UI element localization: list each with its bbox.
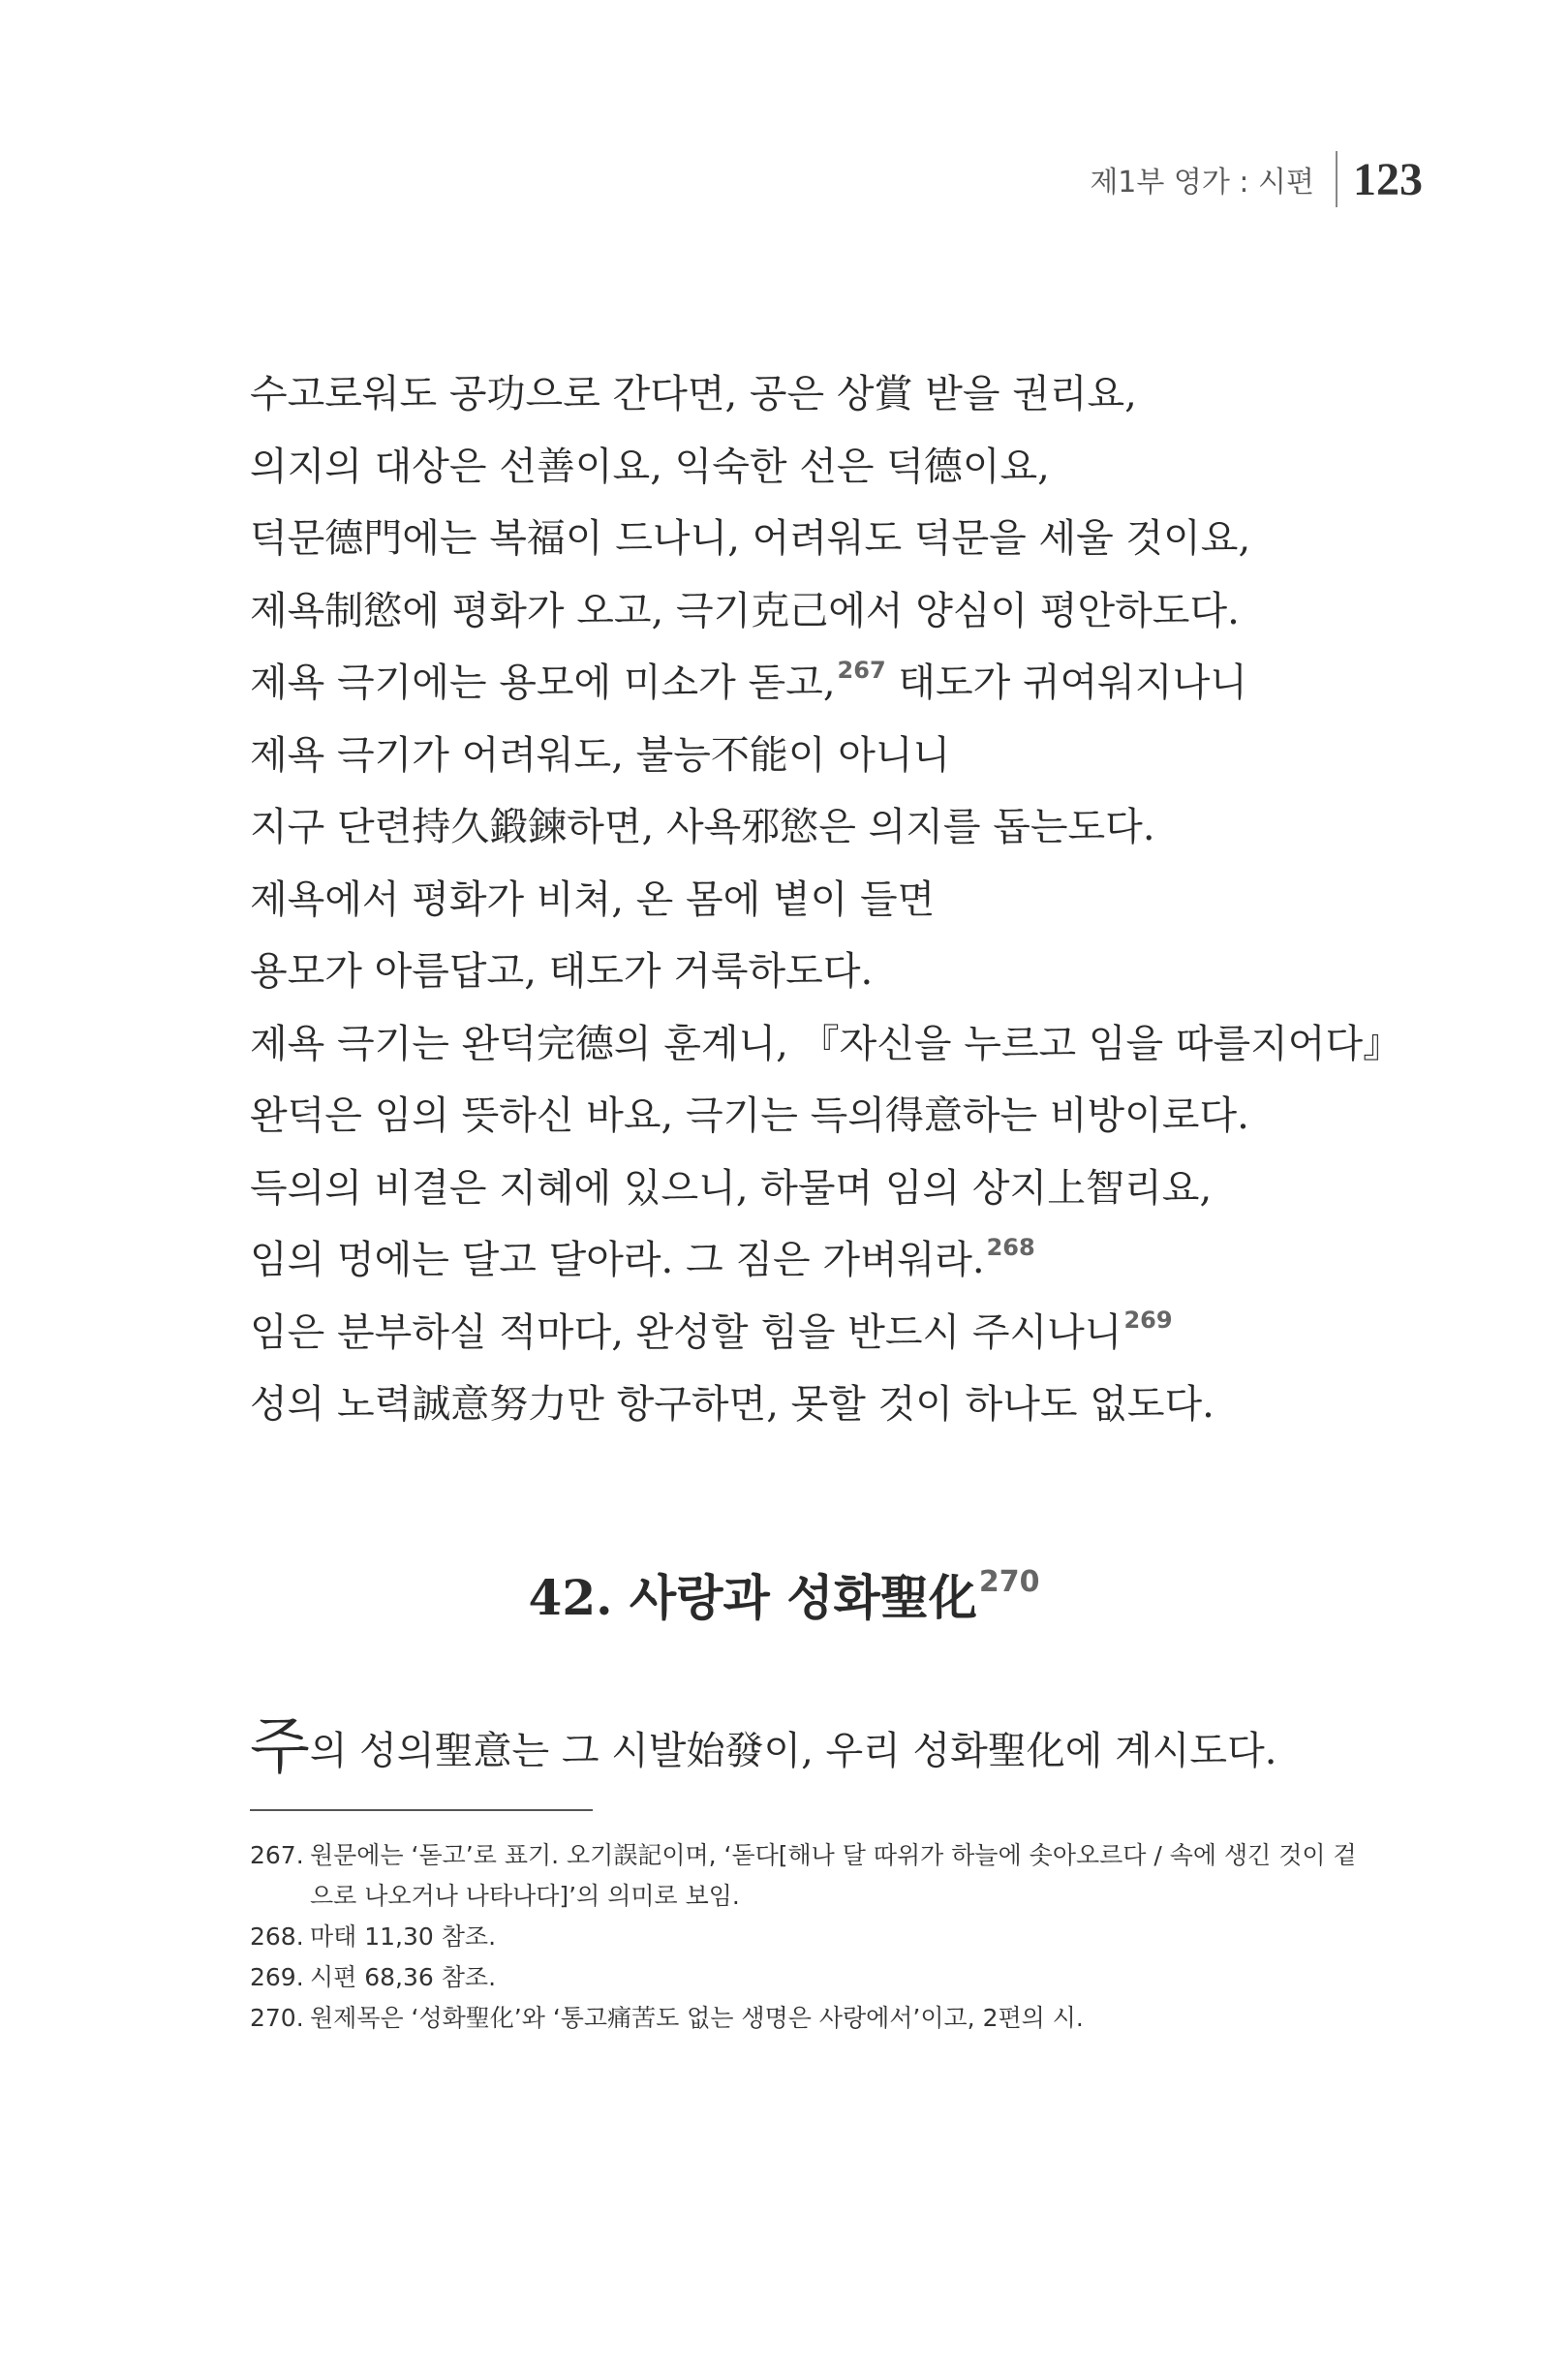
footnote-number: 270. xyxy=(250,2004,304,2032)
footnote-ref-270: 270 xyxy=(978,1565,1040,1599)
footnote-number: 269. xyxy=(250,1963,304,1991)
poem-line-text: 수고로워도 공功으로 간다면, 공은 상賞 받을 권리요, xyxy=(250,372,1137,416)
footnote-number: 268. xyxy=(250,1922,304,1951)
poem-line-text: 덕문德門에는 복福이 드나니, 어려워도 덕문을 세울 것이요, xyxy=(250,516,1251,561)
footnote-267 xyxy=(250,1835,1373,1917)
poem-line xyxy=(250,1369,1412,1441)
footnote-ref-267: 267 xyxy=(837,657,886,684)
poem-line xyxy=(250,503,1412,575)
footnote-268 xyxy=(250,1917,1373,1957)
first-line-text: 의 성의聖意는 그 시발始發이, 우리 성화聖化에 계시도다. xyxy=(309,1729,1277,1773)
drop-cap: 주 xyxy=(250,1711,310,1783)
poem-line-text: 임은 분부하실 적마다, 완성할 힘을 반드시 주시나니 xyxy=(250,1309,1122,1355)
poem-line xyxy=(250,647,1412,720)
poem-line-text: 임의 멍에는 달고 달아라. 그 짐은 가벼워라. xyxy=(250,1238,985,1282)
poem-line-text: 의지의 대상은 선善이요, 익숙한 선은 덕德이요, xyxy=(250,444,1050,489)
poem-line-text: 성의 노력誠意努力만 항구하면, 못할 것이 하나도 없도다. xyxy=(250,1382,1214,1427)
footnote-text: 원문에는 ‘돋고’로 표기. 오기誤記이며, ‘돋다[해나 달 따위가 하늘에 솟아오르다 / 속에 생긴 것이 겉으로 나오거나 나타나다]’의 의미로 보임. xyxy=(310,1841,1357,1910)
poem-line-text: 득의의 비결은 지혜에 있으니, 하물며 임의 상지上智리요, xyxy=(250,1165,1213,1211)
poem-line xyxy=(250,720,1412,792)
footnote-270 xyxy=(250,1998,1373,2039)
running-head-divider xyxy=(1336,151,1337,207)
poem-line xyxy=(250,358,1412,431)
section-heading xyxy=(0,1559,1568,1629)
poem-line-text: 제욕 극기에는 용모에 미소가 돋고, xyxy=(250,661,836,705)
footnote-number: 267. xyxy=(250,1841,304,1869)
running-head-section: 제1부 영가 : 시편 xyxy=(1090,166,1314,200)
first-line xyxy=(250,1697,1276,1786)
footnote-text: 원제목은 ‘성화聖化’와 ‘통고痛苦도 없는 생명은 사랑에서’이고, 2편의 시. xyxy=(310,2004,1084,2032)
poem-line xyxy=(250,1297,1412,1369)
poem-line-text: 완덕은 임의 뜻하신 바요, 극기는 득의得意하는 비방이로다. xyxy=(250,1093,1249,1138)
footnote-text: 마태 11,30 참조. xyxy=(310,1922,497,1951)
footnote-ref-268: 268 xyxy=(986,1234,1035,1261)
poem-line xyxy=(250,1153,1412,1225)
poem-line-text: 용모가 아름답고, 태도가 거룩하도다. xyxy=(250,949,874,994)
poem-line xyxy=(250,791,1412,864)
footnote-269 xyxy=(250,1957,1373,1998)
poem-line-text: 제욕에서 평화가 비쳐, 온 몸에 볕이 들면 xyxy=(250,876,936,922)
footnote-ref-269: 269 xyxy=(1123,1306,1173,1334)
poem-line-text-cont: 태도가 귀여워지나니 xyxy=(885,661,1247,705)
poem-line xyxy=(250,575,1412,648)
section-heading-text: 42. 사랑과 성화聖化 xyxy=(528,1569,977,1626)
poem-line xyxy=(250,431,1412,504)
poem-line xyxy=(250,936,1412,1008)
poem-line xyxy=(250,864,1412,937)
running-head xyxy=(1090,145,1423,213)
poem-line xyxy=(250,1008,1412,1081)
page-number: 123 xyxy=(1353,153,1423,205)
footnote-rule xyxy=(250,1809,593,1811)
footnotes xyxy=(250,1835,1373,2039)
poem-line xyxy=(250,1080,1412,1153)
poem-line-text: 제욕 극기가 어려워도, 불능不能이 아니니 xyxy=(250,732,951,778)
poem-line-text: 제욕制慾에 평화가 오고, 극기克己에서 양심이 평안하도다. xyxy=(250,588,1240,633)
footnote-text: 시편 68,36 참조. xyxy=(310,1963,497,1991)
poem-body xyxy=(250,358,1412,1441)
poem-line-text: 제욕 극기는 완덕完德의 훈계니, 『자신을 누르고 임을 따를지어다』 xyxy=(250,1021,1402,1066)
poem-line xyxy=(250,1224,1412,1297)
poem-line-text: 지구 단련持久鍛鍊하면, 사욕邪慾은 의지를 돕는도다. xyxy=(250,805,1155,849)
